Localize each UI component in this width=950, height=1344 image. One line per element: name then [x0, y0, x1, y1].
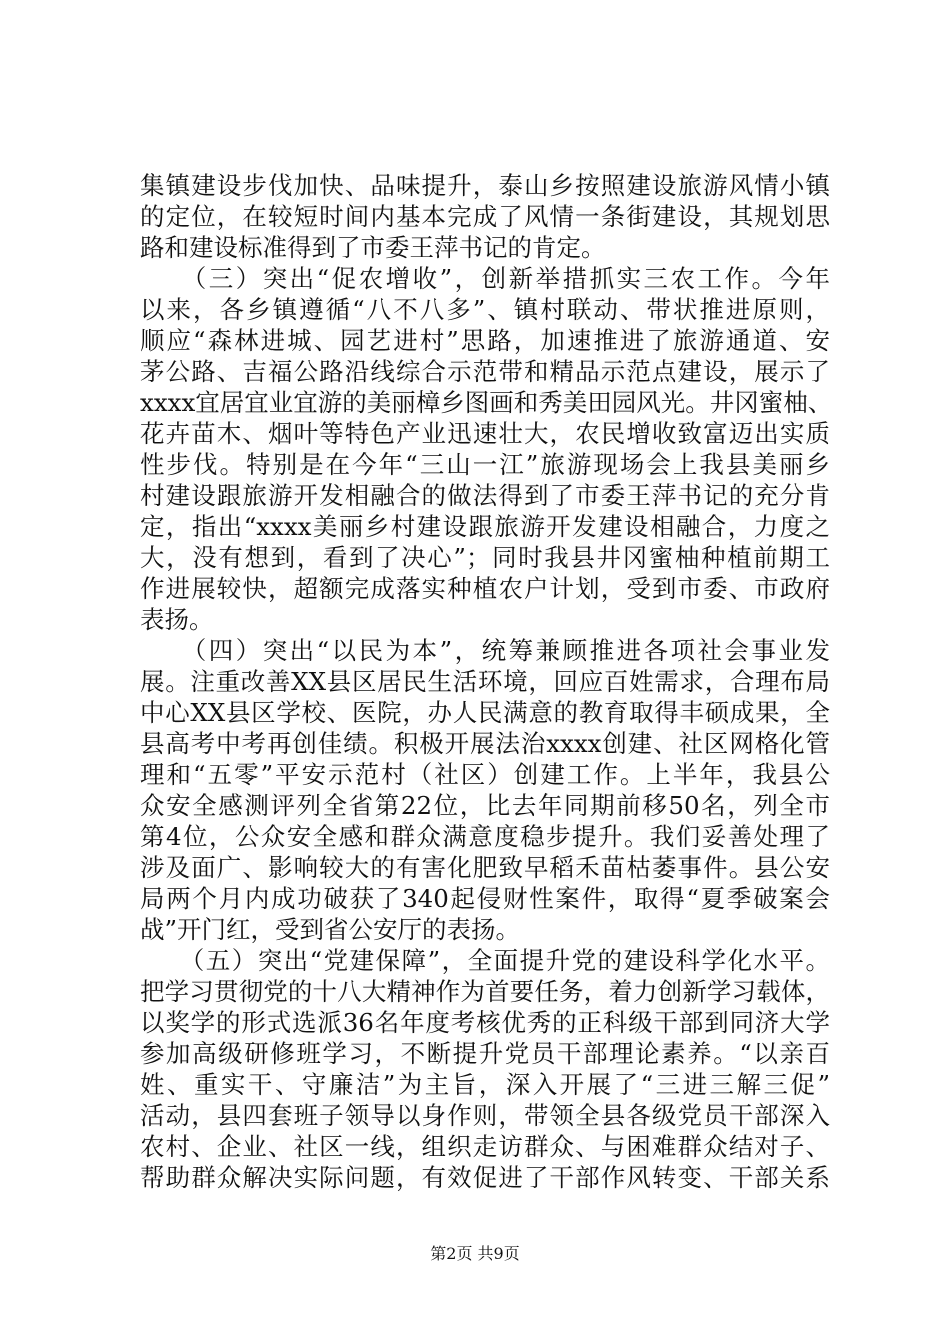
text-line: （三）突出“促农增收”，创新举措抓实三农工作。今年: [140, 264, 830, 293]
text-line: 把学习贯彻党的十八大精神作为首要任务，着力创新学习载体，: [140, 977, 830, 1006]
text-line: 定，指出“xxxx美丽乡村建设跟旅游开发建设相融合，力度之: [140, 512, 830, 541]
text-line: 村建设跟旅游开发相融合的做法得到了市委王萍书记的充分肯: [140, 481, 830, 510]
page-footer: 第2页 共9页: [430, 1244, 520, 1263]
text-line: 花卉苗木、烟叶等特色产业迅速壮大，农民增收致富迈出实质: [140, 419, 830, 448]
text-line: 众安全感测评列全省第22位，比去年同期前移50名，列全市: [140, 791, 830, 820]
text-line: 中心XX县区学校、医院，办人民满意的教育取得丰硕成果，全: [140, 698, 830, 727]
text-line: 大，没有想到，看到了决心”；同时我县井冈蜜柚种植前期工: [140, 543, 830, 572]
text-line: 县高考中考再创佳绩。积极开展法治xxxx创建、社区网格化管: [140, 729, 830, 758]
text-line: 局两个月内成功破获了340起侵财性案件，取得“夏季破案会: [140, 884, 830, 913]
text-line: 农村、企业、社区一线，组织走访群众、与困难群众结对子、: [140, 1132, 830, 1161]
text-line: 涉及面广、影响较大的有害化肥致早稻禾苗枯萎事件。县公安: [140, 853, 830, 882]
text-line: 理和“五零”平安示范村（社区）创建工作。上半年，我县公: [140, 760, 830, 789]
text-line: 茅公路、吉福公路沿线综合示范带和精品示范点建设，展示了: [140, 357, 830, 386]
text-line: 作进展较快，超额完成落实种植农户计划，受到市委、市政府: [140, 574, 830, 603]
text-line: （五）突出“党建保障”，全面提升党的建设科学化水平。: [140, 946, 830, 975]
text-line: 以来，各乡镇遵循“八不八多”、镇村联动、带状推进原则，: [140, 295, 830, 324]
text-line: xxxx宜居宜业宜游的美丽樟乡图画和秀美田园风光。井冈蜜柚、: [140, 388, 833, 417]
text-line: 战”开门红，受到省公安厅的表扬。: [140, 915, 521, 944]
body-text: [140, 170, 833, 1193]
text-line: 帮助群众解决实际问题，有效促进了干部作风转变、干部关系: [140, 1163, 830, 1192]
text-line: 性步伐。特别是在今年“三山一江”旅游现场会上我县美丽乡: [140, 450, 830, 479]
text-line: 的定位，在较短时间内基本完成了风情一条街建设，其规划思: [140, 202, 830, 231]
text-line: 展。注重改善XX县区居民生活环境，回应百姓需求，合理布局: [140, 667, 830, 696]
text-line: 姓、重实干、守廉洁”为主旨，深入开展了“三进三解三促”: [140, 1070, 830, 1099]
text-line: （四）突出“以民为本”，统筹兼顾推进各项社会事业发: [140, 636, 830, 665]
text-line: 第4位，公众安全感和群众满意度稳步提升。我们妥善处理了: [140, 822, 830, 851]
text-line: 参加高级研修班学习，不断提升党员干部理论素养。“以亲百: [140, 1039, 830, 1068]
text-line: 以奖学的形式选派36名年度考核优秀的正科级干部到同济大学: [140, 1008, 830, 1037]
text-line: 顺应“森林进城、园艺进村”思路，加速推进了旅游通道、安: [140, 326, 830, 355]
text-line: 路和建设标准得到了市委王萍书记的肯定。: [140, 233, 606, 262]
text-line: 集镇建设步伐加快、品味提升，泰山乡按照建设旅游风情小镇: [140, 171, 830, 200]
text-line: 活动，县四套班子领导以身作则，带领全县各级党员干部深入: [140, 1101, 830, 1130]
text-line: 表扬。: [140, 605, 214, 634]
